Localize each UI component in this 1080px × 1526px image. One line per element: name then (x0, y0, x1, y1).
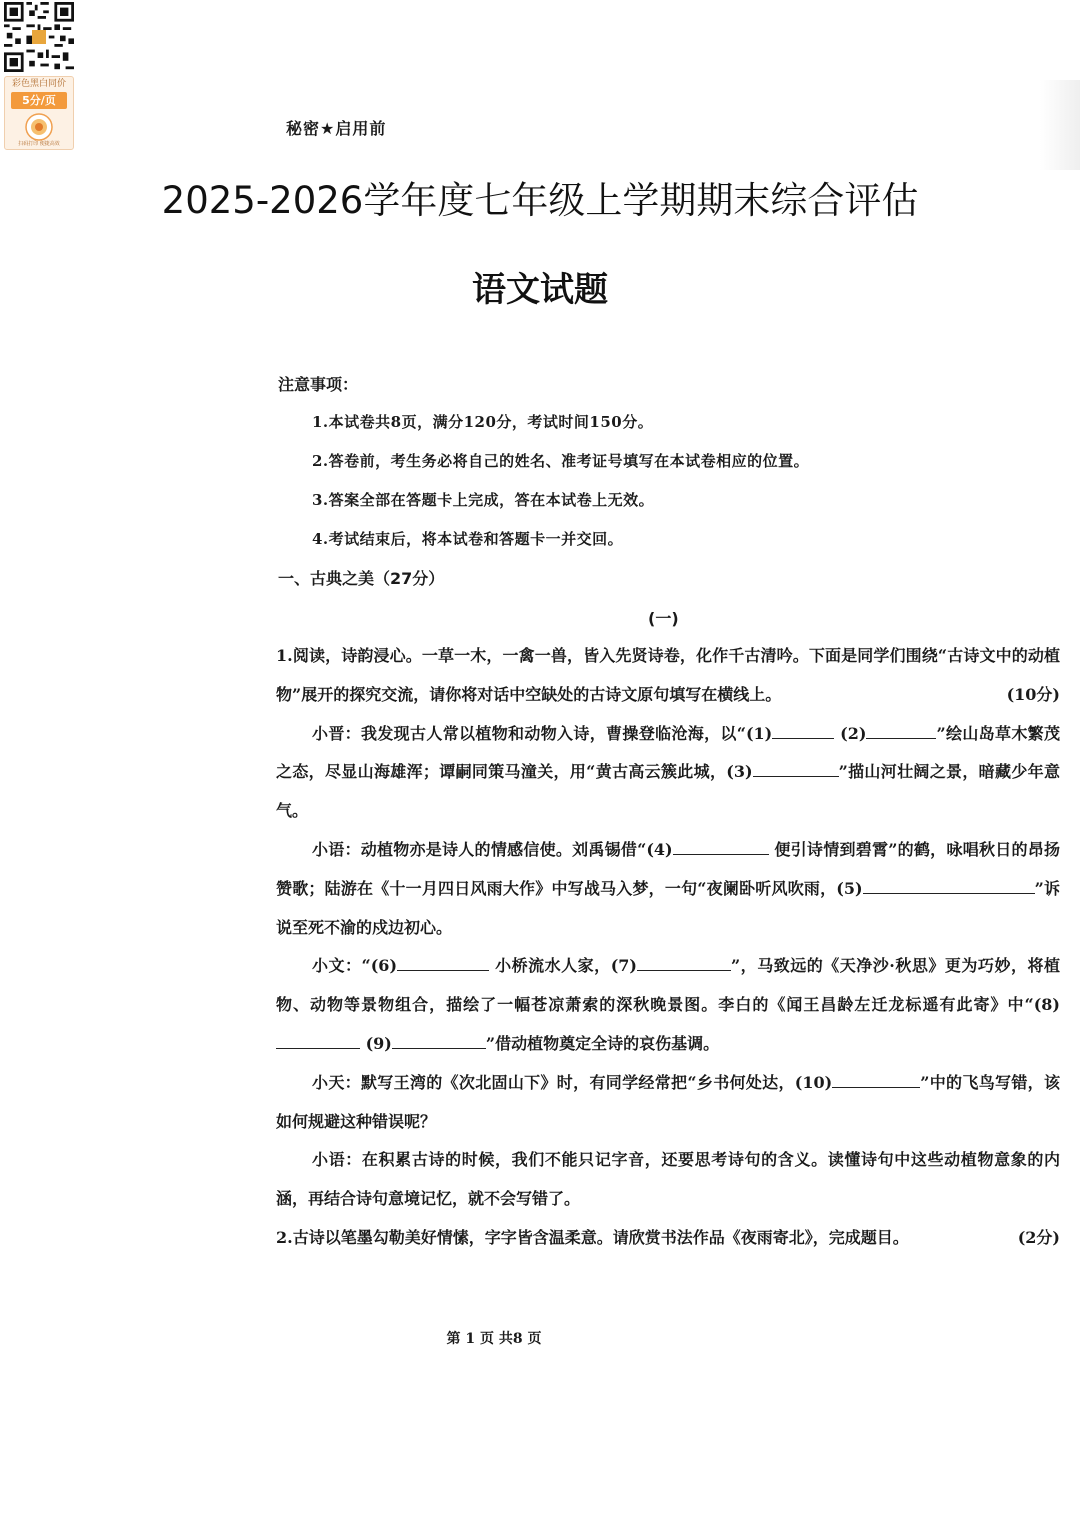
promo-line: 彩色黑白同价 (11, 79, 66, 89)
answer-blank-3[interactable] (753, 758, 839, 777)
answer-blank-10[interactable] (832, 1069, 920, 1088)
question-1 (276, 637, 1060, 1258)
dialogue-text: 便引诗情到碧霄”的鹤，咏唱秋日的昂扬赞歌；陆游在《十一月四日风雨大作》中写战马入梦，一句“夜阑卧听风吹雨，(5) (276, 839, 1060, 898)
notice-item: 3.答案全部在答题卡上完成，答在本试卷上无效。 (312, 491, 655, 509)
answer-blank-9[interactable] (392, 1030, 486, 1049)
dialogue-text: 小天：默写王湾的《次北固山下》时，有同学经常把“乡书何处达，(10) (312, 1072, 833, 1092)
answer-blank-7[interactable] (637, 952, 731, 971)
question-1-text: 1.阅读，诗韵浸心。一草一木，一禽一兽，皆入先贤诗卷，化作千古清吟。下面是同学们围绕“古诗文中的动植物”展开的探究交流，请你将对话中空缺处的古诗文原句填写在横线上。 (276, 646, 1060, 704)
promo-price: 5分/页 (11, 92, 67, 109)
promo-badge (4, 76, 74, 150)
exam-title: 2025-2026学年度七年级上学期期末综合评估 (161, 179, 919, 222)
dialogue-text: ”中的飞鸟写错，该如何规避这种错误呢？ (276, 1072, 1060, 1131)
notice-item: 4.考试结束后，将本试卷和答题卡一并交回。 (312, 530, 624, 548)
seal-icon (25, 113, 53, 141)
qr-code-icon (4, 2, 74, 72)
scan-shadow (1040, 80, 1080, 170)
question-2-score: (2分) (1017, 1227, 1060, 1247)
dialogue-text: ”，马致远的《天净沙·秋思》更为巧妙，将植物、动物等景物组合，描绘了一幅苍凉萧索的深秋晚景图。李白的《闻王昌龄左迁龙标遥有此寄》中“(8) (276, 956, 1060, 1015)
dialogue-text: (2) (840, 723, 867, 743)
answer-blank-6[interactable] (397, 952, 489, 971)
dialogue-text: ”绘山岛草木繁茂之态，尽显山海雄浑；谭嗣同策马潼关，用“黄古高云簇此城，(3) (276, 723, 1060, 782)
question-1-stem (276, 637, 1060, 715)
exam-subtitle: 语文试题 (472, 270, 608, 310)
dialogue-text: 小桥流水人家，(7) (495, 956, 637, 976)
dialogue-xiaojin (276, 715, 1060, 831)
section-title: 一、古典之美（27分） (278, 569, 445, 588)
dialogue-text: 小文：“(6) (312, 956, 398, 976)
dialogue-text: 小语：动植物亦是诗人的情感信使。刘禹锡借“(4) (312, 839, 673, 859)
answer-blank-8[interactable] (276, 1030, 360, 1049)
question-2-text: 2.古诗以笔墨勾勒美好情愫，字字皆含温柔意。请欣赏书法作品《夜雨寄北》，完成题目。 (276, 1227, 909, 1247)
answer-blank-2[interactable] (866, 720, 936, 739)
notice-item: 2.答卷前，考生务必将自己的姓名、准考证号填写在本试卷相应的位置。 (312, 452, 810, 470)
dialogue-text: 小晋：我发现古人常以植物和动物入诗，曹操登临沧海，以“(1) (312, 723, 773, 743)
dialogue-xiaotian (276, 1064, 1060, 1142)
answer-blank-5[interactable] (863, 875, 1035, 894)
answer-blank-4[interactable] (673, 836, 769, 855)
confidential-label: 秘密★启用前 (286, 119, 387, 138)
dialogue-xiaoyu (276, 831, 1060, 947)
notice-heading: 注意事项： (278, 375, 359, 394)
dialogue-conclusion: 小语：在积累古诗的时候，我们不能只记字音，还要思考诗句的含义。读懂诗句中这些动植物意象的内涵，再结合诗句意境记忆，就不会写错了。 (276, 1150, 1060, 1209)
part-label: (一) (648, 609, 679, 628)
question-1-score: (10分) (1006, 684, 1060, 704)
page-number: 第 1 页 共8 页 (446, 1331, 542, 1347)
dialogue-text: (9) (365, 1033, 392, 1053)
dialogue-text: ”描山河壮阔之景，暗藏少年意气。 (276, 762, 1060, 821)
dialogue-text: ”诉说至死不渝的戍边初心。 (276, 878, 1060, 937)
dialogue-text: ”借动植物奠定全诗的哀伤基调。 (485, 1033, 720, 1053)
answer-blank-1[interactable] (772, 720, 834, 739)
question-2-stem (276, 1219, 1060, 1258)
notice-item: 1.本试卷共8页，满分120分，考试时间150分。 (312, 413, 654, 431)
promo-footnote: 扫码打印 便捷高效 (18, 141, 60, 147)
dialogue-xiaowen (276, 947, 1060, 1063)
